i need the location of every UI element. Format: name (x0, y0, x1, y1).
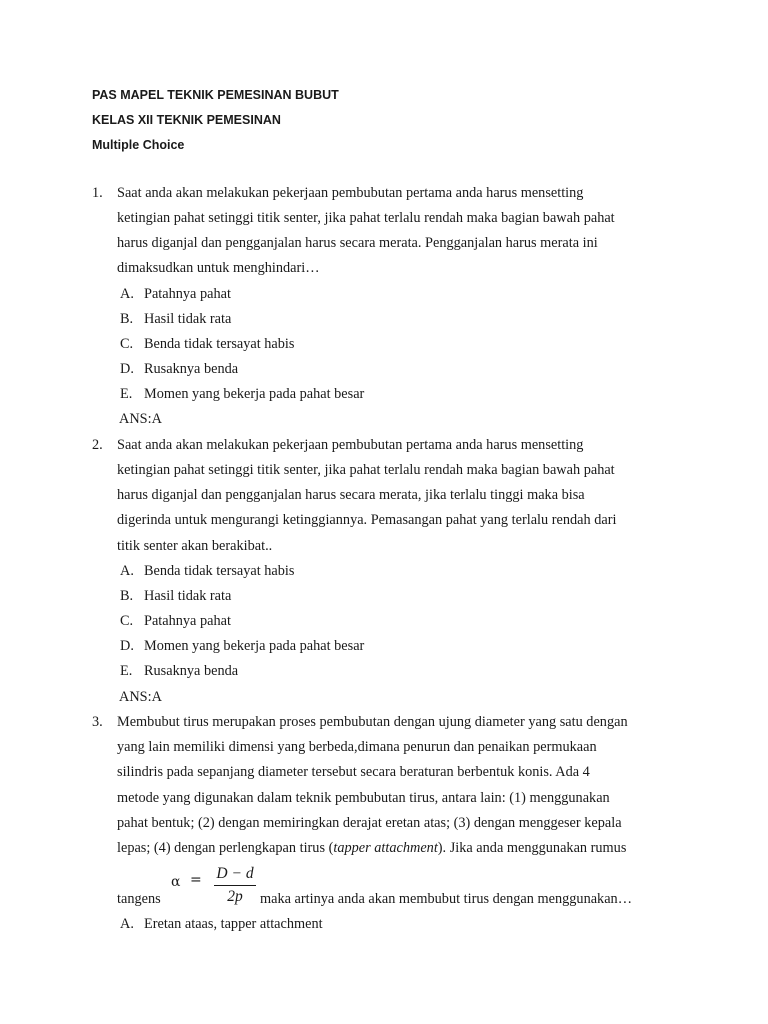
document-title: PAS MAPEL TEKNIK PEMESINAN BUBUT (92, 88, 339, 102)
question-text-line: silindris pada sepanjang diameter tersebut secara beraturan berbentuk konis. Ada 4 (117, 764, 590, 780)
option-letter: D. (120, 638, 134, 654)
question-text-line: ketingian pahat setinggi titik senter, jika pahat terlalu rendah maka bagian bawah pahat (117, 462, 615, 478)
answer-key: ANS:A (119, 689, 162, 705)
class-label: KELAS XII TEKNIK PEMESINAN (92, 113, 281, 127)
text-segment: ). Jika anda menggunakan rumus (437, 840, 627, 856)
fraction-denominator: 2p (227, 888, 243, 905)
formula-suffix: maka artinya anda akan membubut tirus dengan menggunakan… (260, 891, 632, 907)
section-label: Multiple Choice (92, 138, 185, 152)
question-text-line: yang lain memiliki dimensi yang berbeda,dimana penurun dan penaikan permukaan (117, 739, 597, 755)
question-text-line: metode yang digunakan dalam teknik pembubutan tirus, antara lain: (1) menggunakan (117, 790, 610, 806)
option-letter: A. (120, 916, 134, 932)
option-letter: D. (120, 361, 134, 377)
question-text-line: titik senter akan berakibat.. (117, 538, 273, 554)
question-text-line: digerinda untuk mengurangi ketinggiannya. Pemasangan pahat yang terlalu rendah dari (117, 512, 617, 528)
question-text-line (117, 840, 626, 857)
fraction-numerator: D − d (216, 865, 254, 882)
question-text-line: Saat anda akan melakukan pekerjaan pembubutan pertama anda harus mensetting (117, 437, 584, 453)
equals-sign: = (190, 872, 202, 888)
option-letter: E. (120, 386, 133, 402)
option-letter: C. (120, 336, 134, 352)
option-text: Momen yang bekerja pada pahat besar (144, 638, 365, 654)
answer-key: ANS:A (119, 411, 162, 427)
question-text-line: harus diganjal dan pengganjalan harus secara merata, jika terlalu tinggi maka bisa (117, 487, 585, 503)
option-letter: E. (120, 663, 133, 679)
question-text-line: ketingian pahat setinggi titik senter, jika pahat terlalu rendah maka bagian bawah pahat (117, 210, 615, 226)
option-letter: A. (120, 286, 134, 302)
option-text: Hasil tidak rata (144, 588, 232, 604)
question-number: 3. (92, 714, 103, 730)
fraction-bar (214, 885, 256, 886)
option-letter: B. (120, 588, 134, 604)
option-letter: C. (120, 613, 134, 629)
option-text: Patahnya pahat (144, 613, 231, 629)
question-text-line: harus diganjal dan pengganjalan harus secara merata. Pengganjalan harus merata ini (117, 235, 598, 251)
option-text: Eretan ataas, tapper attachment (144, 916, 323, 932)
option-text: Patahnya pahat (144, 286, 231, 302)
question-text-line: dimaksudkan untuk menghindari… (117, 260, 320, 276)
option-letter: A. (120, 563, 134, 579)
option-text: Momen yang bekerja pada pahat besar (144, 386, 365, 402)
option-text: Benda tidak tersayat habis (144, 563, 295, 579)
question-number: 1. (92, 185, 103, 201)
formula-prefix: tangens (117, 891, 161, 907)
question-text-line: Saat anda akan melakukan pekerjaan pembubutan pertama anda harus mensetting (117, 185, 584, 201)
question-text-line: pahat bentuk; (2) dengan memiringkan derajat eretan atas; (3) dengan menggeser kepala (117, 815, 622, 831)
option-text: Hasil tidak rata (144, 311, 232, 327)
option-letter: B. (120, 311, 134, 327)
question-number: 2. (92, 437, 103, 453)
text-segment: lepas; (4) dengan perlengkapan tirus ( (117, 840, 334, 856)
question-text-line: Membubut tirus merupakan proses pembubutan dengan ujung diameter yang satu dengan (117, 714, 628, 730)
fraction (214, 864, 256, 907)
alpha-symbol: α (171, 874, 181, 890)
option-text: Rusaknya benda (144, 663, 239, 679)
option-text: Rusaknya benda (144, 361, 239, 377)
text-emphasis: tapper attachment (333, 840, 438, 856)
option-text: Benda tidak tersayat habis (144, 336, 295, 352)
